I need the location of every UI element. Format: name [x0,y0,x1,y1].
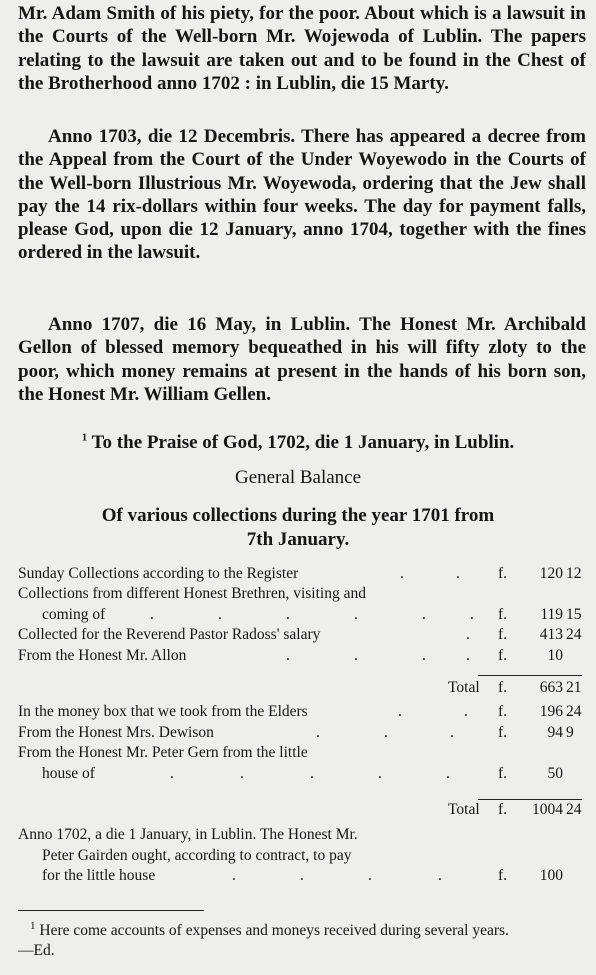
leader-dot: . [398,703,402,721]
leader-dot: . [354,646,358,664]
total-label: Total [448,800,480,818]
paragraph-2: Anno 1703, die 12 Decembris. There has appeared a decree from the Appeal from the Court of the Under Woyewodo in the Courts of the Well-born Illustrious Mr. Woyewoda, ordering that the Jew shall pay the 14 rix-dollars within four weeks. The day for payment falls, please God, upon die 12 January, anno 1704, together with the fines ordered in the lawsuit. [18,126,586,264]
leader-dot: . [286,646,290,664]
leader-dot: . [422,646,426,664]
ledger-amount: 50 [547,764,563,782]
ledger-row [18,743,586,763]
ledger-label: Collections from different Honest Brethren, visiting and [18,585,366,603]
leader-dot: . [464,703,468,721]
footnote-text: Here come accounts of expenses and moneys received during several years. [39,922,509,939]
entry-row [18,866,586,886]
leader-dot: . [316,723,320,741]
leader-dot: . [354,605,358,623]
currency-mark: f. [498,723,508,741]
ledger-row [18,646,586,666]
ledger-amount: 196 [539,703,563,721]
ledger-subunit: 9 [566,723,574,741]
currency-mark: f. [498,703,508,721]
ledger-amount: 94 [547,723,563,741]
footnote-line2: —Ed. [18,942,55,959]
ledger-row [18,702,586,722]
section-heading [0,431,596,454]
ledger-label-continued: house of [42,764,95,782]
balance-description-line1: Of various collections during the year 1701 from [101,505,495,526]
currency-mark: f. [498,678,508,696]
leader-dot: . [470,605,474,623]
entry-line: Anno 1702, a die 1 January, in Lublin. The Honest Mr. [18,826,358,844]
ledger-label: From the Honest Mr. Allon [18,646,187,664]
total-subunit: 24 [566,800,582,818]
leader-dot: . [150,605,154,623]
entry-line: for the little house [42,867,156,885]
leader-dot: . [240,764,244,782]
ledger-row [18,584,586,604]
ledger-row [18,564,586,584]
leader-dot: . [384,723,388,741]
entry-line: Peter Gairden ought, according to contract, to pay [42,846,352,864]
footnote-ref: 1 [81,431,88,444]
leader-dot: . [466,626,470,644]
balance-description-line2: 7th January. [246,529,350,550]
paragraph-1: Mr. Adam Smith of his piety, for the poor. About which is a lawsuit in the Courts of the Well-born Mr. Wojewoda of Lublin. The papers relating to the lawsuit are taken out and to be found in the Chest of the Brotherhood anno 1702 : in Lublin, die 15 Marty. [18,3,586,94]
currency-mark: f. [498,565,508,582]
ledger-amount: 119 [540,605,563,623]
currency-mark: f. [498,867,508,885]
leader-dot: . [456,565,460,582]
leader-dot: . [450,723,454,741]
total-rule [478,799,582,800]
total-amount: 663 [539,678,563,696]
ledger-table [18,564,586,886]
total-row [18,678,586,698]
leader-dot: . [378,764,382,782]
ledger-label: Collected for the Reverend Pastor Radoss' salary [18,626,321,644]
leader-dot: . [170,764,174,782]
leader-dot: . [310,764,314,782]
ledger-row [18,723,586,743]
entry-row [18,846,586,866]
leader-dot: . [446,764,450,782]
leader-dot: . [400,565,404,582]
leader-dot: . [232,867,236,885]
heading-text: To the Praise of God, 1702, die 1 January, in Lublin. [91,432,515,453]
leader-dot: . [438,867,442,885]
entry-amount: 100 [539,867,563,885]
entry-row [18,825,586,845]
ledger-row-continued [18,605,586,625]
ledger-subunit: 24 [566,703,582,721]
ledger-amount: 10 [547,646,563,664]
ledger-label: In the money box that we took from the Elders [18,703,308,721]
total-subunit: 21 [566,678,582,696]
ledger-subunit: 12 [566,565,582,582]
total-rule [478,675,582,676]
currency-mark: f. [498,646,508,664]
footnote-separator [18,910,204,911]
paragraph-3: Anno 1707, die 16 May, in Lublin. The Honest Mr. Archibald Gellon of blessed memory bequeathed in his will fifty zloty to the poor, which money remains at present in the hands of his born son, the Honest Mr. William Gellen. [18,314,586,405]
leader-dot: . [422,605,426,623]
currency-mark: f. [498,764,508,782]
ledger-row-continued [18,764,586,784]
ledger-amount: 413 [539,626,563,644]
currency-mark: f. [498,626,508,644]
ledger-subunit: 24 [566,626,582,644]
balance-title: General Balance [234,467,362,488]
ledger-row [18,625,586,645]
leader-dot: . [286,605,290,623]
ledger-amount: 120 [539,565,563,582]
total-amount: 1004 [532,800,563,818]
ledger-label-continued: coming of [42,605,106,623]
footnote-line1 [18,921,586,941]
currency-mark: f. [498,800,508,818]
leader-dot: . [300,867,304,885]
currency-mark: f. [498,605,508,623]
leader-dot: . [466,646,470,664]
ledger-label: Sunday Collections according to the Register [18,565,299,582]
ledger-label: From the Honest Mrs. Dewison [18,723,214,741]
ledger-subunit: 15 [566,605,582,623]
ledger-label: From the Honest Mr. Peter Gern from the little [18,744,308,762]
total-row [18,800,586,820]
total-label: Total [448,678,480,696]
leader-dot: . [218,605,222,623]
leader-dot: . [368,867,372,885]
footnote-marker: 1 [30,919,36,932]
